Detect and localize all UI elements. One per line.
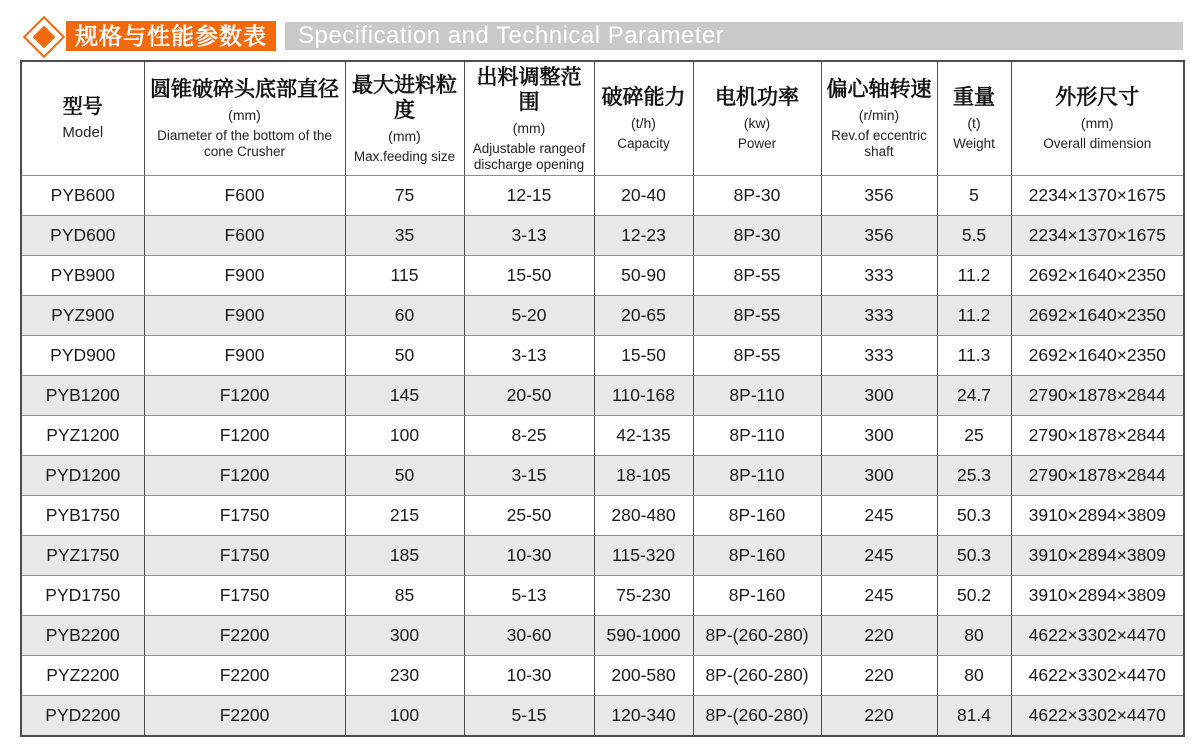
cell-power: 8P-110 <box>693 456 821 496</box>
cell-capacity: 200-580 <box>594 656 693 696</box>
column-header-discharge <box>464 61 594 176</box>
cell-model: PYZ2200 <box>21 656 144 696</box>
header-label-en: Capacity <box>617 136 670 151</box>
section-title-en: Specification and Technical Parameter <box>285 22 1183 50</box>
cell-weight: 24.7 <box>937 376 1011 416</box>
cell-max-feeding: 50 <box>345 456 464 496</box>
cell-max-feeding: 185 <box>345 536 464 576</box>
cell-model: PYB2200 <box>21 616 144 656</box>
section-header <box>20 16 1183 56</box>
cell-model: PYB600 <box>21 176 144 216</box>
cell-power: 8P-(260-280) <box>693 656 821 696</box>
cell-dimension: 2790×1878×2844 <box>1011 416 1184 456</box>
cell-diameter: F2200 <box>144 696 345 737</box>
cell-dimension: 4622×3302×4470 <box>1011 696 1184 737</box>
header-label-zh: 破碎能力 <box>601 86 686 109</box>
cell-rev: 300 <box>821 416 937 456</box>
cell-dimension: 2234×1370×1675 <box>1011 176 1184 216</box>
cell-model: PYB1750 <box>21 496 144 536</box>
cell-dimension: 2790×1878×2844 <box>1011 376 1184 416</box>
cell-power: 8P-55 <box>693 256 821 296</box>
cell-model: PYD600 <box>21 216 144 256</box>
table-row <box>21 256 1184 296</box>
cell-diameter: F600 <box>144 176 345 216</box>
cell-max-feeding: 230 <box>345 656 464 696</box>
cell-dimension: 2692×1640×2350 <box>1011 256 1184 296</box>
cell-power: 8P-30 <box>693 216 821 256</box>
cell-discharge: 10-30 <box>464 536 594 576</box>
header-label-en: Overall dimension <box>1043 136 1152 151</box>
column-header-diameter <box>144 61 345 176</box>
cell-capacity: 115-320 <box>594 536 693 576</box>
cell-power: 8P-110 <box>693 416 821 456</box>
cell-diameter: F1750 <box>144 496 345 536</box>
cell-model: PYD1200 <box>21 456 144 496</box>
cell-diameter: F900 <box>144 296 345 336</box>
cell-discharge: 5-20 <box>464 296 594 336</box>
table-row <box>21 576 1184 616</box>
cell-capacity: 590-1000 <box>594 616 693 656</box>
header-label-zh: 最大进料粒度 <box>352 73 457 122</box>
cell-rev: 300 <box>821 456 937 496</box>
column-header-power <box>693 61 821 176</box>
header-unit: (r/min) <box>858 107 900 123</box>
cell-max-feeding: 85 <box>345 576 464 616</box>
cell-max-feeding: 75 <box>345 176 464 216</box>
cell-max-feeding: 50 <box>345 336 464 376</box>
cell-diameter: F1750 <box>144 536 345 576</box>
cell-max-feeding: 100 <box>345 416 464 456</box>
cell-capacity: 280-480 <box>594 496 693 536</box>
cell-capacity: 42-135 <box>594 416 693 456</box>
cell-discharge: 5-15 <box>464 696 594 737</box>
cell-rev: 245 <box>821 576 937 616</box>
table-row <box>21 616 1184 656</box>
cell-capacity: 18-105 <box>594 456 693 496</box>
cell-dimension: 4622×3302×4470 <box>1011 616 1184 656</box>
cell-discharge: 3-13 <box>464 336 594 376</box>
cell-rev: 220 <box>821 696 937 737</box>
column-header-rev <box>821 61 937 176</box>
cell-model: PYB1200 <box>21 376 144 416</box>
cell-weight: 5 <box>937 176 1011 216</box>
cell-dimension: 2692×1640×2350 <box>1011 336 1184 376</box>
table-row <box>21 216 1184 256</box>
cell-discharge: 10-30 <box>464 656 594 696</box>
cell-max-feeding: 115 <box>345 256 464 296</box>
cell-discharge: 3-15 <box>464 456 594 496</box>
cell-max-feeding: 300 <box>345 616 464 656</box>
cell-dimension: 3910×2894×3809 <box>1011 496 1184 536</box>
cell-rev: 245 <box>821 496 937 536</box>
cell-power: 8P-(260-280) <box>693 616 821 656</box>
cell-rev: 300 <box>821 376 937 416</box>
table-row <box>21 696 1184 737</box>
cell-model: PYB900 <box>21 256 144 296</box>
header-row <box>21 61 1184 176</box>
header-label-zh: 电机功率 <box>715 86 799 109</box>
header-label-en: Weight <box>953 136 995 151</box>
cell-capacity: 20-65 <box>594 296 693 336</box>
cell-model: PYD1750 <box>21 576 144 616</box>
cell-discharge: 25-50 <box>464 496 594 536</box>
table-row <box>21 336 1184 376</box>
header-unit: (kw) <box>743 115 771 131</box>
cell-power: 8P-160 <box>693 576 821 616</box>
cell-discharge: 3-13 <box>464 216 594 256</box>
cell-model: PYZ1750 <box>21 536 144 576</box>
table-row <box>21 416 1184 456</box>
spec-table <box>20 60 1185 737</box>
header-label-zh: 出料调整范围 <box>476 65 582 114</box>
cell-power: 8P-110 <box>693 376 821 416</box>
cell-discharge: 15-50 <box>464 256 594 296</box>
cell-discharge: 20-50 <box>464 376 594 416</box>
header-label-en: Max.feeding size <box>353 148 456 164</box>
cell-power: 8P-160 <box>693 496 821 536</box>
cell-rev: 220 <box>821 616 937 656</box>
cell-weight: 80 <box>937 656 1011 696</box>
header-label-en: Diameter of the bottom of the cone Crusher <box>157 128 332 159</box>
cell-dimension: 3910×2894×3809 <box>1011 536 1184 576</box>
cell-capacity: 50-90 <box>594 256 693 296</box>
cell-weight: 50.2 <box>937 576 1011 616</box>
section-title-zh: 规格与性能参数表 <box>66 21 276 51</box>
header-label-en: Model <box>62 124 104 141</box>
cell-weight: 50.3 <box>937 536 1011 576</box>
cell-rev: 333 <box>821 336 937 376</box>
cell-discharge: 8-25 <box>464 416 594 456</box>
table-row <box>21 656 1184 696</box>
table-row <box>21 456 1184 496</box>
cell-capacity: 110-168 <box>594 376 693 416</box>
table-row <box>21 296 1184 336</box>
cell-capacity: 120-340 <box>594 696 693 737</box>
header-unit: (mm) <box>1080 115 1114 131</box>
cell-weight: 11.3 <box>937 336 1011 376</box>
cell-capacity: 12-23 <box>594 216 693 256</box>
cell-model: PYZ1200 <box>21 416 144 456</box>
cell-diameter: F2200 <box>144 656 345 696</box>
cell-diameter: F1750 <box>144 576 345 616</box>
cell-diameter: F1200 <box>144 416 345 456</box>
table-row <box>21 536 1184 576</box>
cell-model: PYD900 <box>21 336 144 376</box>
column-header-model <box>21 61 144 176</box>
cell-weight: 5.5 <box>937 216 1011 256</box>
cell-rev: 333 <box>821 256 937 296</box>
cell-diameter: F1200 <box>144 376 345 416</box>
cell-power: 8P-160 <box>693 536 821 576</box>
cell-diameter: F2200 <box>144 616 345 656</box>
cell-capacity: 20-40 <box>594 176 693 216</box>
table-row <box>21 496 1184 536</box>
cell-weight: 25 <box>937 416 1011 456</box>
header-label-zh: 圆锥破碎头底部直径 <box>150 78 339 101</box>
table-header <box>21 61 1184 176</box>
header-unit: (mm) <box>228 107 261 123</box>
diamond-icon <box>20 16 66 56</box>
column-header-capacity <box>594 61 693 176</box>
table-body <box>21 176 1184 737</box>
column-header-dimension <box>1011 61 1184 176</box>
cell-diameter: F900 <box>144 336 345 376</box>
cell-weight: 25.3 <box>937 456 1011 496</box>
header-unit: (mm) <box>512 119 546 136</box>
cell-rev: 245 <box>821 536 937 576</box>
cell-model: PYZ900 <box>21 296 144 336</box>
header-unit: (t/h) <box>631 115 656 131</box>
cell-dimension: 2234×1370×1675 <box>1011 216 1184 256</box>
cell-model: PYD2200 <box>21 696 144 737</box>
cell-capacity: 15-50 <box>594 336 693 376</box>
cell-capacity: 75-230 <box>594 576 693 616</box>
cell-power: 8P-55 <box>693 296 821 336</box>
cell-rev: 356 <box>821 216 937 256</box>
column-header-max-feeding <box>345 61 464 176</box>
table-row <box>21 376 1184 416</box>
cell-power: 8P-(260-280) <box>693 696 821 737</box>
cell-rev: 333 <box>821 296 937 336</box>
cell-max-feeding: 60 <box>345 296 464 336</box>
cell-weight: 11.2 <box>937 296 1011 336</box>
header-unit: (mm) <box>388 127 421 144</box>
cell-rev: 356 <box>821 176 937 216</box>
header-unit: (t) <box>967 115 981 131</box>
cell-max-feeding: 35 <box>345 216 464 256</box>
header-label-en: Rev.of eccentric shaft <box>831 128 927 159</box>
cell-rev: 220 <box>821 656 937 696</box>
column-header-weight <box>937 61 1011 176</box>
cell-weight: 80 <box>937 616 1011 656</box>
header-label-en: Power <box>737 136 777 151</box>
header-label-en: Adjustable rangeof discharge opening <box>472 140 586 172</box>
table-row <box>21 176 1184 216</box>
cell-dimension: 2692×1640×2350 <box>1011 296 1184 336</box>
header-label-zh: 偏心轴转速 <box>826 78 932 101</box>
cell-max-feeding: 215 <box>345 496 464 536</box>
header-label-zh: 外形尺寸 <box>1055 86 1140 109</box>
cell-weight: 50.3 <box>937 496 1011 536</box>
cell-weight: 11.2 <box>937 256 1011 296</box>
cell-discharge: 30-60 <box>464 616 594 656</box>
cell-dimension: 4622×3302×4470 <box>1011 656 1184 696</box>
cell-discharge: 5-13 <box>464 576 594 616</box>
cell-discharge: 12-15 <box>464 176 594 216</box>
cell-diameter: F600 <box>144 216 345 256</box>
cell-max-feeding: 145 <box>345 376 464 416</box>
header-label-zh: 型号 <box>62 96 103 118</box>
cell-diameter: F900 <box>144 256 345 296</box>
cell-dimension: 3910×2894×3809 <box>1011 576 1184 616</box>
cell-power: 8P-55 <box>693 336 821 376</box>
cell-power: 8P-30 <box>693 176 821 216</box>
cell-weight: 81.4 <box>937 696 1011 737</box>
header-label-zh: 重量 <box>953 86 995 109</box>
cell-dimension: 2790×1878×2844 <box>1011 456 1184 496</box>
cell-diameter: F1200 <box>144 456 345 496</box>
cell-max-feeding: 100 <box>345 696 464 737</box>
